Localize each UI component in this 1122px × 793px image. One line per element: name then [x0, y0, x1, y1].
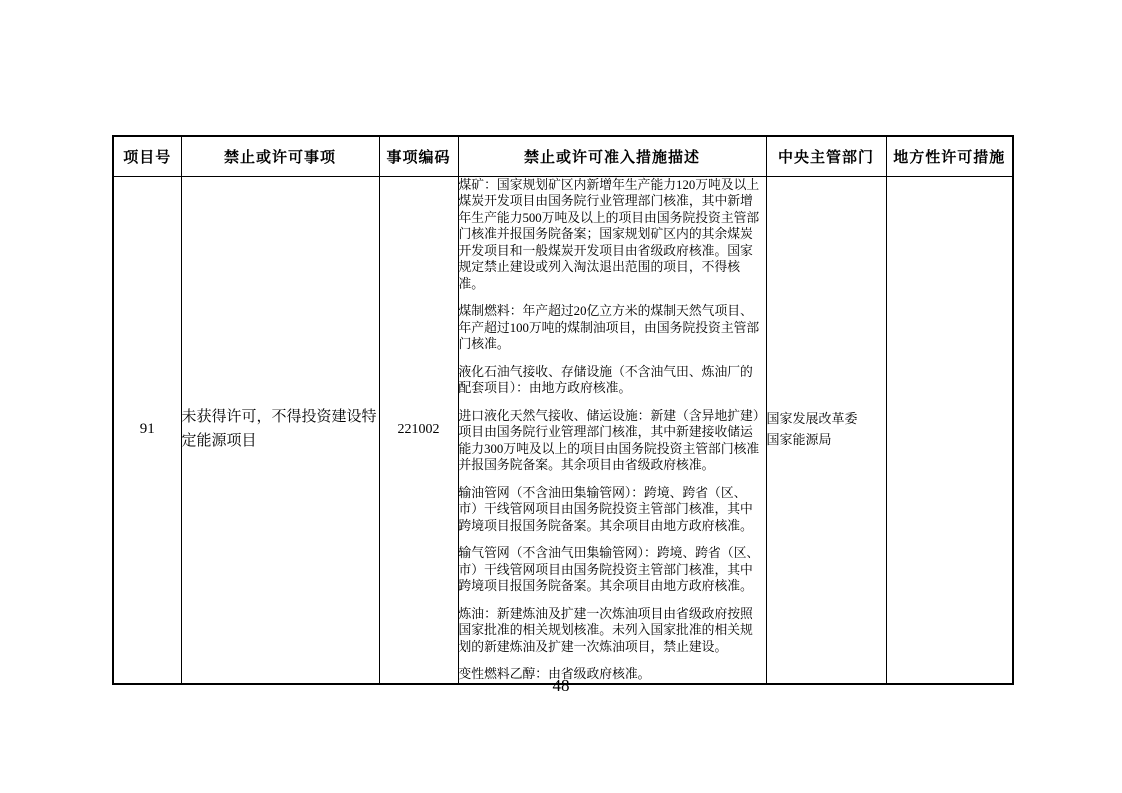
header-local-permit-measures: 地方性许可措施 [886, 136, 1013, 176]
central-department-ndrc: 国家发展改革委 [766, 410, 858, 426]
measure-fuel-ethanol: 变性燃料乙醇：由省级政府核准。 [458, 667, 651, 681]
measure-gas-pipeline: 输气管网（不含油气田集输管网）：跨境、跨省（区、市）干线管网项目由国务院投资主管部门核准，其中跨境项目报国务院备案。其余项目由地方政府核准。 [458, 546, 760, 593]
cell-local-measures [886, 176, 1013, 684]
measure-oil-pipeline: 输油管网（不含油田集输管网）：跨境、跨省（区、市）干线管网项目由国务院投资主管部门核准，其中跨境项目报国务院备案。其余项目由地方政府核准。 [458, 485, 753, 533]
central-department-nea: 国家能源局 [766, 431, 832, 447]
cell-measure-description [458, 176, 766, 684]
measure-lng-import: 进口液化天然气接收、储运设施：新建（含异地扩建）项目由国务院行业管理部门核准，其中新建接收储运能力300万吨及以上的项目由国务院投资主管部门核准并报国务院备案。其余项目由省级政府核准。 [458, 408, 760, 472]
negative-list-table [112, 135, 1014, 685]
measure-refining: 炼油：新建炼油及扩建一次炼油项目由省级政府按照国家批准的相关规划核准。未列入国家批准的相关规划的新建炼油及扩建一次炼油项目，禁止建设。 [458, 606, 753, 654]
cell-project-no: 91 [113, 176, 181, 684]
header-project-no: 项目号 [113, 136, 181, 176]
header-measure-description: 禁止或许可准入措施描述 [458, 136, 766, 176]
header-prohibited-or-permitted-item: 禁止或许可事项 [181, 136, 379, 176]
page-number: 48 [552, 676, 570, 695]
header-central-department: 中央主管部门 [766, 136, 886, 176]
table-header-row [113, 136, 1013, 176]
cell-item-code: 221002 [379, 176, 458, 684]
measure-lpg-storage: 液化石油气接收、存储设施（不含油气田、炼油厂的配套项目）：由地方政府核准。 [458, 364, 753, 395]
header-item-code: 事项编码 [379, 136, 458, 176]
measure-coal-fuel: 煤制燃料：年产超过20亿立方米的煤制天然气项目、年产超过100万吨的煤制油项目，由国务院投资主管部门核准。 [458, 304, 760, 351]
cell-item: 未获得许可，不得投资建设特定能源项目 [181, 176, 379, 684]
table-row [113, 176, 1013, 684]
measure-coal-mine: 煤矿：国家规划矿区内新增年生产能力120万吨及以上煤炭开发项目由国务院行业管理部门核准，其中新增年生产能力500万吨及以上的项目由国务院投资主管部门核准并报国务院备案；国家规划矿区内的其余煤炭开发项目和一般煤炭开发项目由省级政府核准。国家规定禁止建设或列入淘汰退出范围的项目，不得核准。 [458, 177, 760, 291]
cell-central-departments [766, 176, 886, 684]
